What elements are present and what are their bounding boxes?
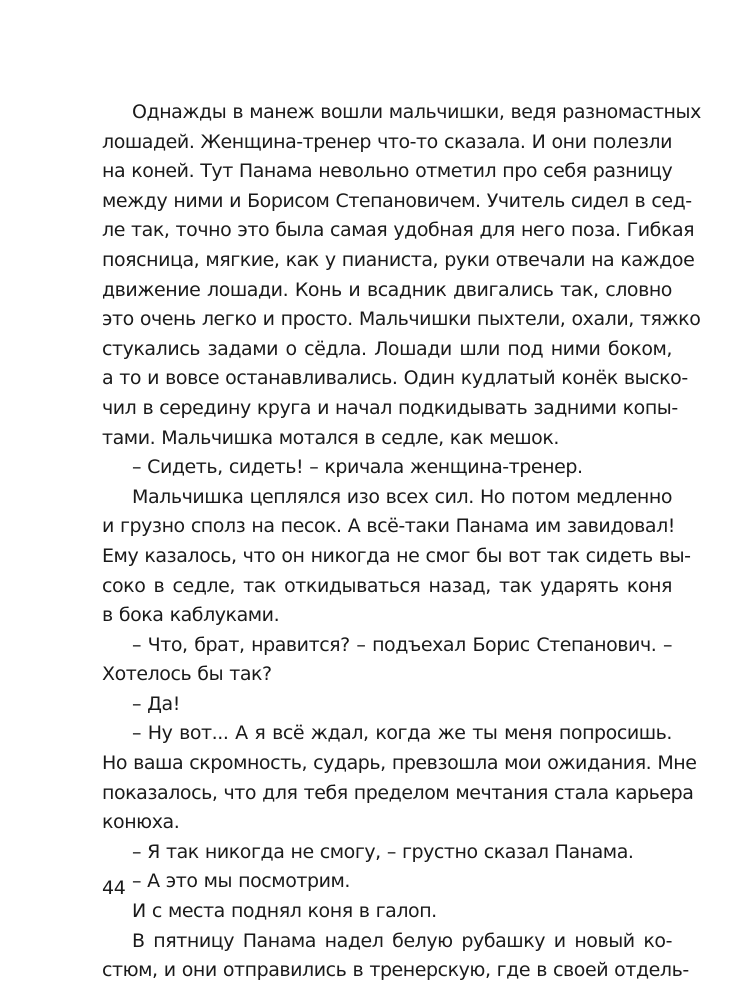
page-number: 44: [102, 877, 126, 899]
dialogue-line: – Да!: [132, 692, 180, 715]
dialogue-line: – А это мы посмотрим.: [132, 870, 350, 893]
text-line: ле так, точно это была самая удобная для него поза. Гибкая: [102, 219, 695, 242]
text-line: и грузно сполз на песок. А всё-таки Панама им завидовал!: [102, 515, 675, 538]
dialogue-line: – Я так никогда не смогу, – грустно сказал Панама.: [132, 840, 634, 863]
dialogue-line: – Что, брат, нравится? – подъехал Борис Степанович. –: [132, 633, 672, 656]
text-line: тами. Мальчишка мотался в седле, как мешок.: [102, 426, 559, 449]
dialogue-line: Хотелось бы так?: [102, 663, 272, 686]
text-line: движение лошади. Конь и всадник двигались так, словно: [102, 278, 672, 301]
text-line: это очень легко и просто. Мальчишки пыхтели, охали, тяжко: [102, 308, 701, 331]
page-body-text: [102, 98, 701, 986]
text-line: Однажды в манеж вошли мальчишки, ведя разномастных: [132, 101, 701, 123]
text-line: стюм, и они отправились в тренерскую, где в своей отдель-: [102, 959, 689, 982]
text-line: между ними и Борисом Степановичем. Учитель сидел в сед-: [102, 189, 692, 212]
text-line: в бока каблуками.: [102, 604, 280, 627]
text-line: лошадей. Женщина-тренер что-то сказала. И они полезли: [102, 130, 672, 153]
text-line: Ему казалось, что он никогда не смог бы вот так сидеть вы-: [102, 544, 691, 567]
dialogue-line: показалось, что для тебя пределом мечтания стала карьера: [102, 781, 694, 804]
text-line: чил в середину круга и начал подкидывать задними копы-: [102, 396, 678, 419]
text-line: стукались задами о сёдла. Лошади шли под ними боком,: [102, 337, 672, 360]
dialogue-line: – Ну вот... А я всё ждал, когда же ты меня попросишь.: [132, 722, 672, 745]
text-line: И с места поднял коня в галоп.: [132, 900, 437, 923]
dialogue-line: – Сидеть, сидеть! – кричала женщина-тренер.: [132, 456, 583, 479]
text-line: а то и вовсе останавливались. Один кудлатый конёк выско-: [102, 367, 688, 390]
text-line: поясница, мягкие, как у пианиста, руки отвечали на каждое: [102, 248, 695, 271]
text-line: Мальчишка цеплялся изо всех сил. Но потом медленно: [132, 485, 672, 508]
text-line: соко в седле, так откидываться назад, так ударять коня: [102, 574, 672, 597]
text-line: на коней. Тут Панама невольно отметил про себя разницу: [102, 160, 673, 183]
dialogue-line: Но ваша скромность, сударь, превзошла мои ожидания. Мне: [102, 752, 697, 775]
text-line: В пятницу Панама надел белую рубашку и новый ко-: [132, 929, 672, 952]
dialogue-line: конюха.: [102, 811, 180, 834]
